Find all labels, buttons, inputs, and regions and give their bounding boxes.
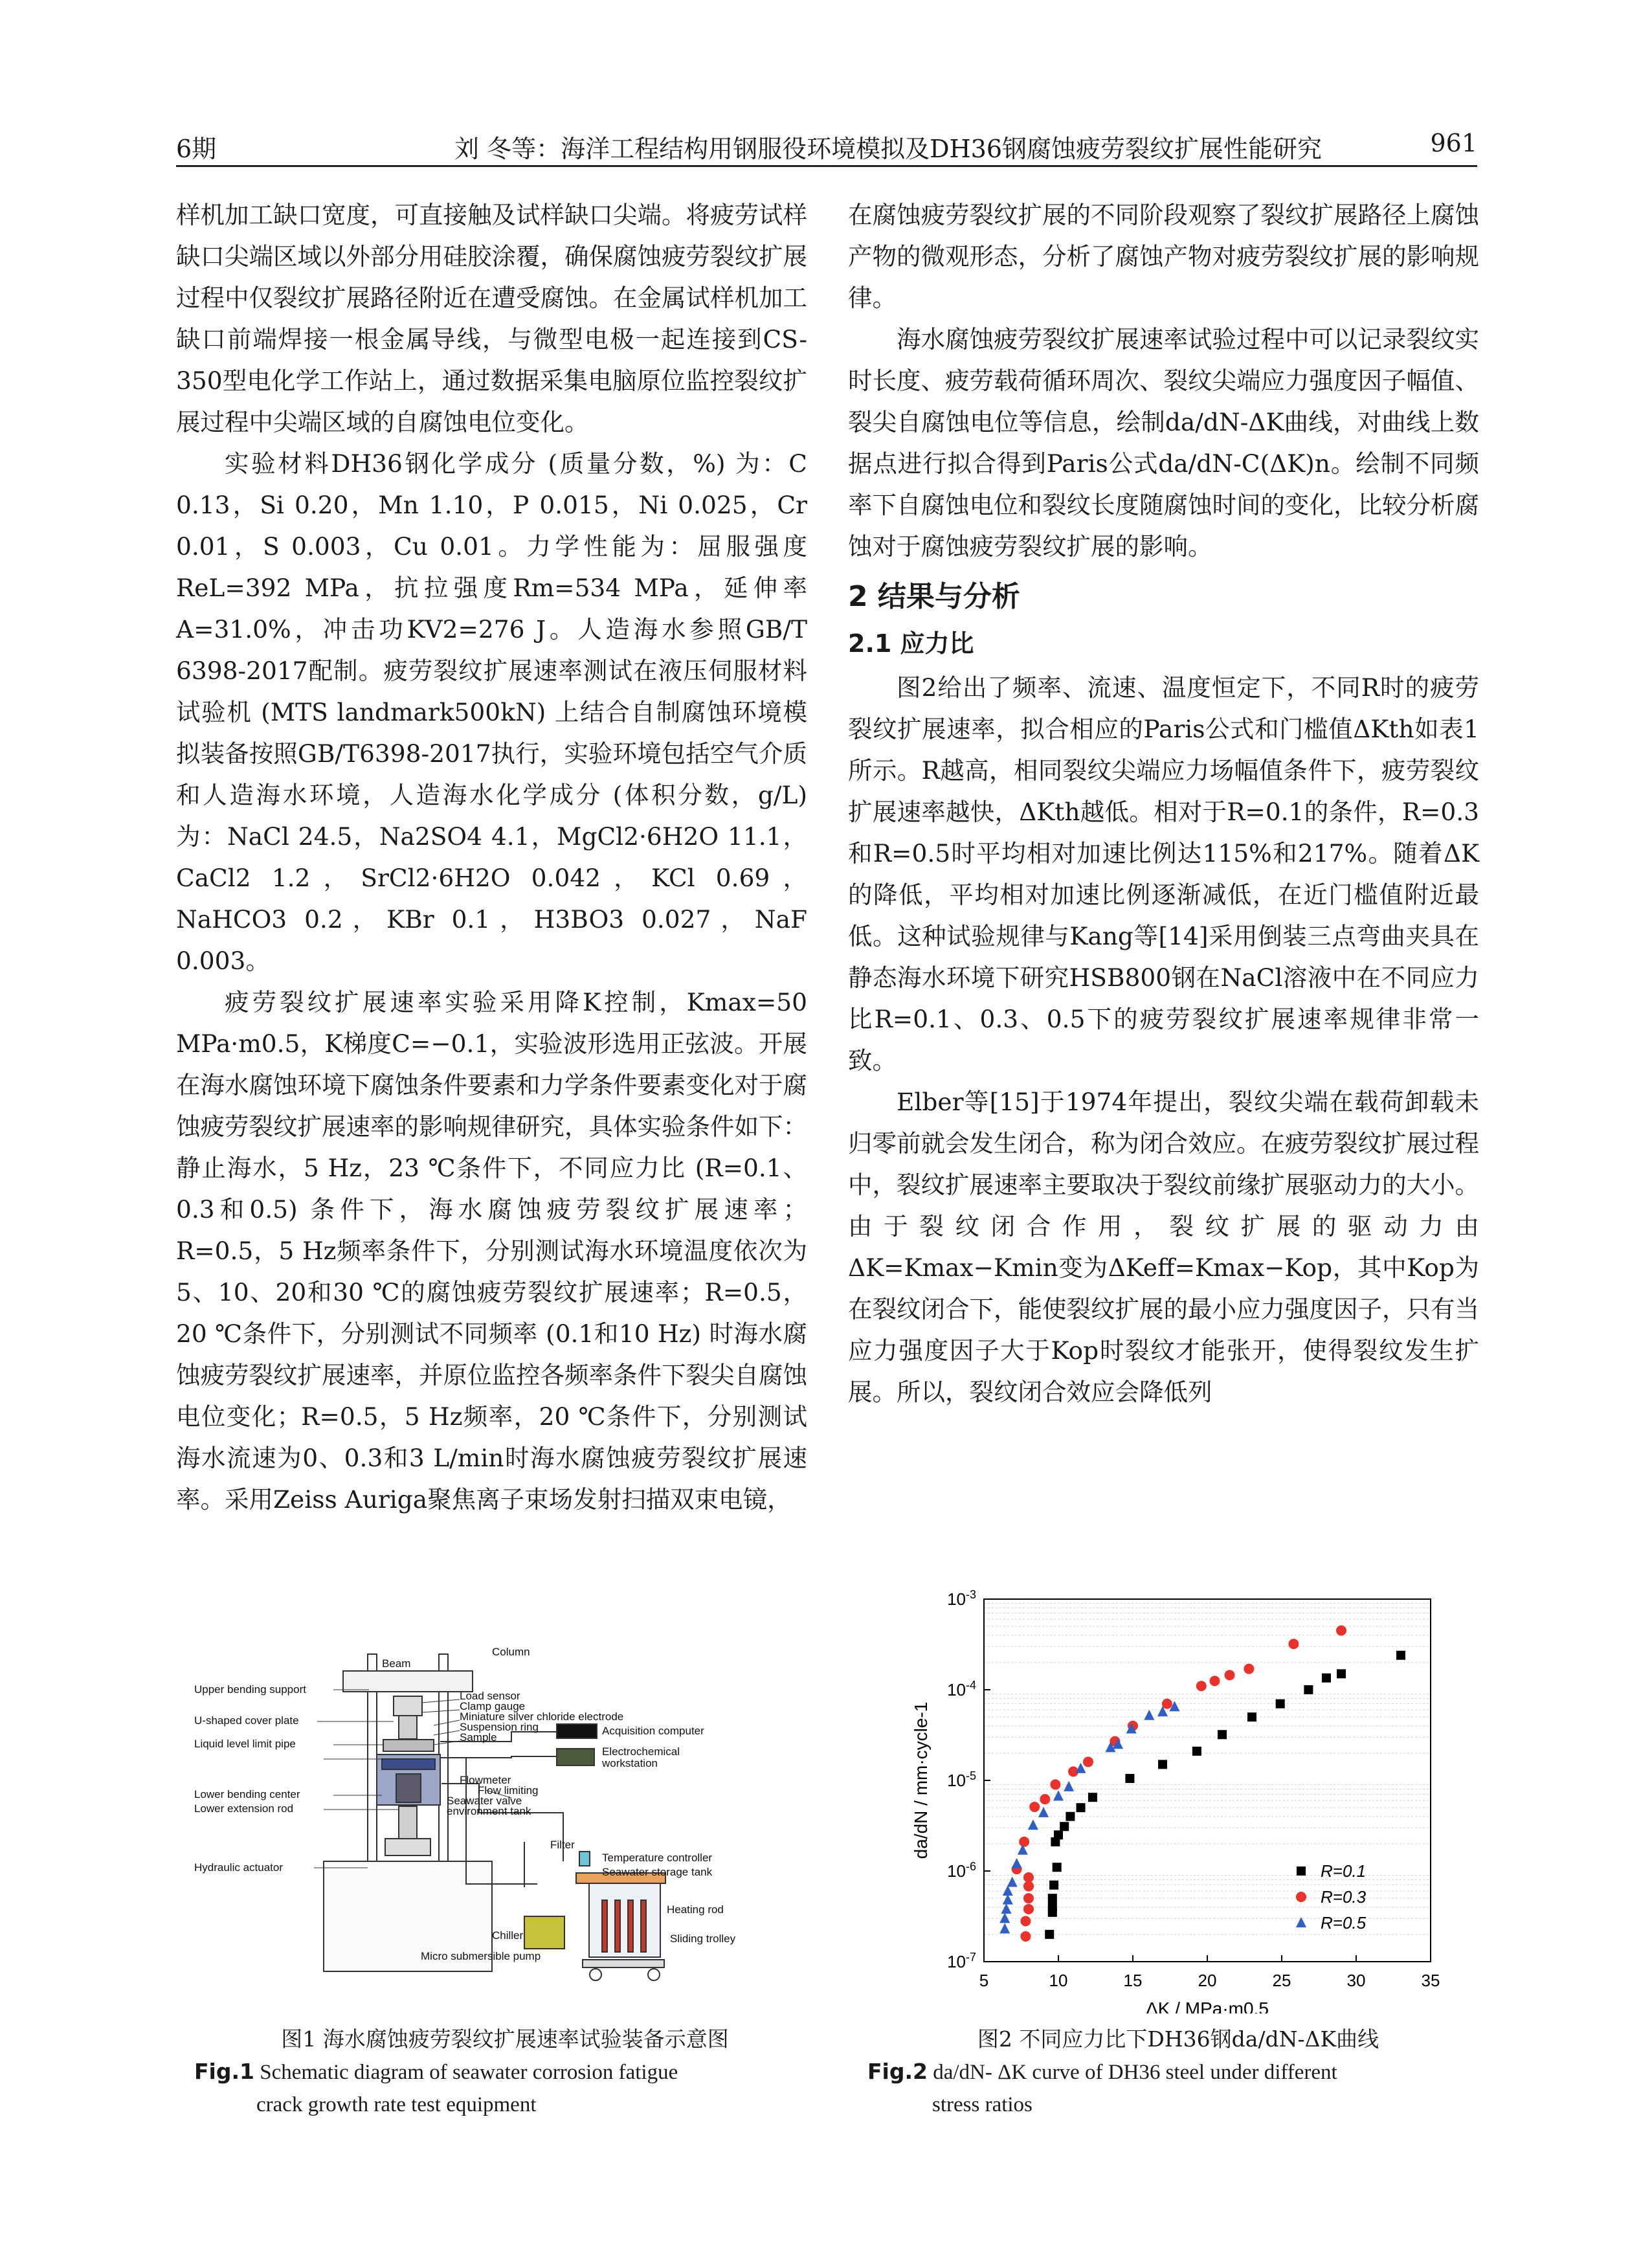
x-axis-label: ΔK / MPa·m0.5 [1146, 1999, 1269, 2013]
label-beam: Beam [382, 1657, 411, 1670]
data-point [1288, 1639, 1299, 1649]
data-point [1396, 1651, 1405, 1660]
data-point [1158, 1760, 1167, 1769]
data-point [1023, 1904, 1034, 1914]
data-point [1247, 1712, 1256, 1721]
paragraph: 实验材料DH36钢化学成分 (质量分数，%) 为：C 0.13，Si 0.20，Mn 1.10，P 0.015，Ni 0.025，Cr 0.01，S 0.003，Cu 0.01。力学性能为：屈服强度ReL=392 MPa，抗拉强度Rm=534 MPa，延伸率A=31.0%，冲击功KV2=276 J。人造海水参照GB/T 6398-2017配制。疲劳裂纹扩展速率测试在液压伺服材料试验机 (MTS landmark500kN) 上结合自制腐蚀环境模拟装备按照GB/T6398-2017执行，实验环境包括空气介质和人造海水环境，人造海水化学成分 (体积分数，g/L) 为：NaCl 24.5，Na2SO4 4.1，MgCl2·6H2O 11.1，CaCl2 1.2，SrCl2·6H2O 0.042，KCl 0.69，NaHCO3 0.2，KBr 0.1，H3BO3 0.027，NaF 0.003。 [176, 449, 807, 975]
figure-2-chart [887, 1580, 1457, 2013]
data-point [999, 1912, 1010, 1923]
paragraph: 样机加工缺口宽度，可直接触及试样缺口尖端。将疲劳试样缺口尖端区域以外部分用硅胶涂覆，确保腐蚀疲劳裂纹扩展过程中仅裂纹扩展路径附近在遭受腐蚀。在金属试样机加工缺口前端焊接一根金属导线，与微型电极一起连接到CS-350型电化学工作站上，通过数据采集电脑原位监控裂纹扩展过程中尖端区域的自腐蚀电位变化。 [176, 201, 807, 436]
data-point [999, 1923, 1010, 1933]
data-point [1162, 1699, 1172, 1709]
data-point [1040, 1794, 1050, 1804]
data-point [1020, 1931, 1031, 1942]
y-tick-label: $10^{-6}$ [947, 1860, 976, 1881]
data-point [1049, 1881, 1058, 1890]
caption-en-line2: stress ratios [932, 2093, 1032, 2116]
electrochemical-workstation [557, 1749, 594, 1765]
label-sample: Sample [460, 1731, 497, 1743]
data-point [1050, 1779, 1060, 1789]
label-filter: Filter [550, 1839, 575, 1851]
paragraph: 海水腐蚀疲劳裂纹扩展速率试验过程中可以记录裂纹实时长度、疲劳载荷循环周次、裂纹尖端应力强度因子幅值、裂尖自腐蚀电位等信息，绘制da/dN-ΔK曲线，对曲线上数据点进行拟合得到Paris公式da/dN-C(ΔK)n。绘制不同频率下自腐蚀电位和裂纹长度随腐蚀时间的变化，比较分析腐蚀对于腐蚀疲劳裂纹扩展的影响。 [848, 325, 1479, 561]
x-tick-label: 5 [979, 1971, 989, 1990]
label-electrode: Miniature silver chloride electrode [460, 1710, 624, 1723]
x-tick-label: 20 [1198, 1971, 1217, 1990]
label-heating-rod: Heating rod [667, 1903, 724, 1916]
data-point [1051, 1837, 1060, 1846]
data-point [1196, 1681, 1207, 1691]
label-ec-workstation-2: workstation [602, 1757, 658, 1769]
paragraph: 图2给出了频率、流速、温度恒定下，不同R时的疲劳裂纹扩展速率，拟合相应的Paris公式和门槛值ΔKth如表1所示。R越高，相同裂纹尖端应力场幅值条件下，疲劳裂纹扩展速率越快，ΔKth越低。相对于R=0.1的条件，R=0.3和R=0.5时平均相对加速比例达115%和217%。随着ΔK的降低，平均相对加速比例逐渐减低，在近门槛值附近最低。这种试验规律与Kang等[14]采用倒装三点弯曲夹具在静态海水环境下研究HSB800钢在NaCl溶液中在不同应力比R=0.1、0.3、0.5下的疲劳裂纹扩展速率规律非常一致。 [848, 673, 1479, 1075]
label-pump: Micro submersible pump [421, 1950, 541, 1962]
label-flowmeter: Flowmeter [460, 1774, 511, 1786]
label-trolley: Sliding trolley [670, 1933, 736, 1945]
caption-label: Fig.2 [867, 2059, 928, 2084]
data-point [1012, 1858, 1022, 1868]
left-column [176, 194, 807, 1520]
figure-1-caption [194, 2023, 816, 2121]
x-tick-label: 25 [1272, 1971, 1291, 1990]
label-suspension: Suspension ring [460, 1721, 539, 1733]
data-point [1322, 1674, 1331, 1683]
label-storage-tank: Seawater storage tank [602, 1866, 713, 1878]
legend-label: R=0.5 [1321, 1913, 1367, 1933]
paragraph: 在腐蚀疲劳裂纹扩展的不同阶段观察了裂纹扩展路径上腐蚀产物的微观形态，分析了腐蚀产物对疲劳裂纹扩展的影响规律。 [848, 201, 1479, 312]
caption-cn: 图2 不同应力比下DH36钢da/dN-ΔK曲线 [977, 2026, 1379, 2052]
caption-en-line1: da/dN- ΔK curve of DH36 steel under different [933, 2061, 1337, 2084]
data-point [1053, 1790, 1064, 1800]
subsection-heading: 2.1 应力比 [848, 629, 974, 658]
data-point [1244, 1664, 1254, 1674]
x-tick-label: 10 [1049, 1971, 1068, 1990]
dadn-chart [887, 1580, 1457, 2013]
figure-2-caption [867, 2023, 1489, 2121]
data-point [1001, 1903, 1012, 1914]
storage-tank [589, 1881, 660, 1957]
label-lower-rod: Lower extension rod [194, 1802, 294, 1815]
label-acquisition: Acquisition computer [602, 1725, 704, 1737]
data-point [1064, 1781, 1074, 1791]
legend-marker [1296, 1892, 1306, 1902]
y-axis-label: da/dN / mm·cycle-1 [911, 1701, 931, 1859]
label-flow-limiting: Flow limiting [478, 1784, 539, 1797]
label-level-pipe: Liquid level limit pipe [194, 1738, 296, 1750]
figure-1-schematic [188, 1628, 803, 1997]
data-point [1088, 1793, 1097, 1802]
beam-bar [343, 1671, 473, 1692]
y-tick-label: $10^{-3}$ [947, 1588, 976, 1609]
data-point [1083, 1756, 1093, 1767]
data-point [1028, 1819, 1038, 1830]
label-column: Column [492, 1646, 530, 1658]
label-clamp-gauge: Clamp gauge [460, 1700, 526, 1712]
data-point [1210, 1676, 1220, 1686]
page-number: 961 [1430, 129, 1477, 157]
label-actuator: Hydraulic actuator [194, 1861, 284, 1874]
y-tick-label: $10^{-5}$ [947, 1769, 976, 1790]
label-lower-center: Lower bending center [194, 1788, 300, 1800]
data-point [1304, 1685, 1313, 1694]
label-valve: Seawater valve [447, 1795, 522, 1807]
x-tick-label: 15 [1123, 1971, 1143, 1990]
data-point [1023, 1881, 1034, 1891]
data-point [1053, 1863, 1062, 1872]
caption-en-line1: Schematic diagram of seawater corrosion fatigue [260, 2061, 678, 2084]
label-chiller: Chiller [492, 1929, 524, 1942]
data-point [1066, 1812, 1075, 1821]
data-point [1048, 1908, 1057, 1917]
label-env-tank: environment tank [447, 1805, 531, 1817]
data-point [1007, 1876, 1018, 1887]
data-point [1144, 1710, 1154, 1720]
label-temp-controller: Temperature controller [602, 1852, 713, 1864]
data-point [1225, 1670, 1235, 1680]
data-point [1218, 1730, 1227, 1739]
issue-number: 6期 [176, 135, 217, 163]
data-point [1038, 1807, 1049, 1817]
y-tick-label: $10^{-4}$ [947, 1679, 976, 1699]
data-point [1019, 1837, 1029, 1847]
chiller [524, 1916, 564, 1949]
paragraph: Elber等[15]于1974年提出，裂纹尖端在载荷卸载未归零前就会发生闭合，称为闭合效应。在疲劳裂纹扩展过程中，裂纹扩展速率主要取决于裂纹前缘扩展驱动力的大小。由于裂纹闭合作用，裂纹扩展的驱动力由ΔK=Kmax−Kmin变为ΔKeff=Kmax−Kop，其中Kop为在裂纹闭合下，能使裂纹扩展的最小应力强度因子，只有当应力强度因子大于Kop时裂纹才能张开，使得裂纹发生扩展。所以，裂纹闭合效应会降低列 [848, 1088, 1479, 1406]
label-load-sensor: Load sensor [460, 1690, 520, 1702]
legend-label: R=0.1 [1321, 1861, 1367, 1881]
label-upper-support: Upper bending support [194, 1683, 306, 1696]
label-ec-workstation: Electrochemical [602, 1745, 680, 1758]
caption-label: Fig.1 [194, 2059, 254, 2084]
y-tick-label: $10^{-7}$ [947, 1951, 976, 1971]
section-heading: 2 结果与分析 [848, 580, 1020, 613]
schematic-diagram [188, 1628, 803, 1997]
legend-marker [1297, 1866, 1306, 1876]
x-tick-label: 30 [1346, 1971, 1366, 1990]
data-point [1020, 1916, 1031, 1926]
running-title: 刘 冬等：海洋工程结构用钢服役环境模拟及DH36钢腐蚀疲劳裂纹扩展性能研究 [454, 135, 1323, 163]
paragraph: 疲劳裂纹扩展速率实验采用降K控制，Kmax=50 MPa·m0.5，K梯度C=−0.1，实验波形选用正弦波。开展在海水腐蚀环境下腐蚀条件要素和力学条件要素变化对于腐蚀疲劳裂纹扩展速率的影响规律研究，具体实验条件如下：静止海水，5 Hz，23 ℃条件下，不同应力比 (R=0.1、0.3和0.5) 条件下，海水腐蚀疲劳裂纹扩展速率；R=0.5，5 Hz频率条件下，分别测试海水环境温度依次为5、10、20和30 ℃的腐蚀疲劳裂纹扩展速率；R=0.5，20 ℃条件下，分别测试不同频率 (0.1和10 Hz) 时海水腐蚀疲劳裂纹扩展速率，并原位监控各频率条件下裂尖自腐蚀电位变化；R=0.5，5 Hz频率，20 ℃条件下，分别测试海水流速为0、0.3和3 L/min时海水腐蚀疲劳裂纹扩展速率。采用Zeiss Auriga聚焦离子束场发射扫描双束电镜， [176, 988, 807, 1514]
data-point [1337, 1669, 1346, 1678]
data-point [1029, 1802, 1040, 1812]
data-point [1192, 1747, 1201, 1756]
data-point [1077, 1803, 1086, 1812]
data-point [1023, 1893, 1034, 1903]
data-point [1125, 1774, 1134, 1783]
data-point [1045, 1930, 1054, 1939]
data-point [1060, 1822, 1069, 1831]
data-point [1048, 1894, 1057, 1903]
running-header [176, 126, 1477, 167]
data-point [1336, 1626, 1346, 1636]
label-cover-plate: U-shaped cover plate [194, 1714, 299, 1727]
x-tick-label: 35 [1421, 1971, 1440, 1990]
data-point [1276, 1699, 1285, 1709]
legend-marker [1296, 1917, 1306, 1927]
caption-cn: 图1 海水腐蚀疲劳裂纹扩展速率试验装备示意图 [281, 2026, 729, 2052]
right-column [848, 194, 1479, 1413]
acquisition-computer [557, 1724, 597, 1738]
legend-label: R=0.3 [1321, 1887, 1367, 1907]
caption-en-line2: crack growth rate test equipment [256, 2093, 537, 2116]
